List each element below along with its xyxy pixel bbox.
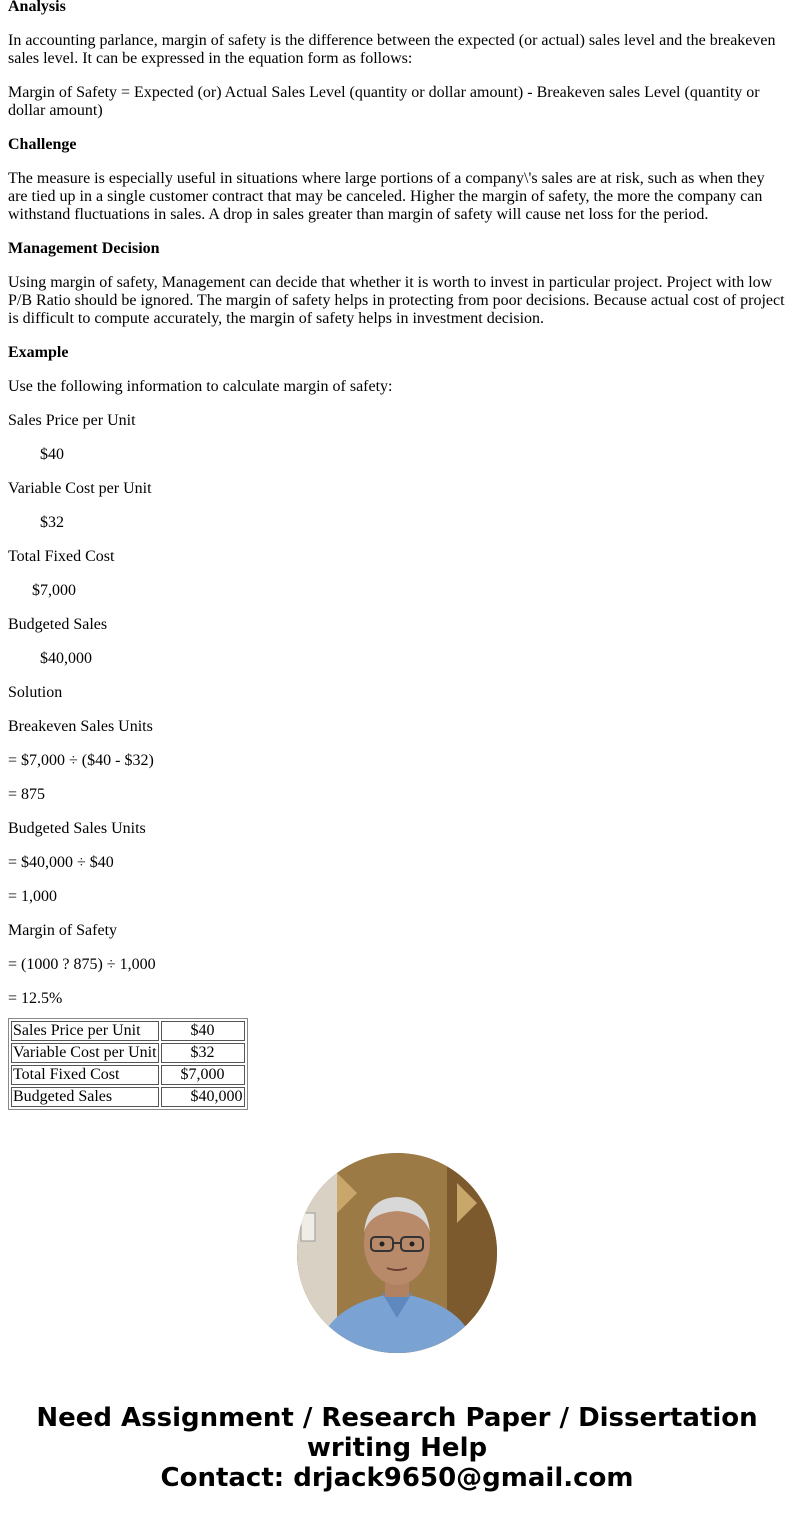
management-heading: Management Decision: [8, 240, 160, 257]
breakeven-formula: = $7,000 ÷ ($40 - $32): [8, 752, 154, 769]
mos-label: Margin of Safety: [8, 922, 118, 939]
table-cell-label: Variable Cost per Unit: [13, 1044, 157, 1061]
mos-result: = 12.5%: [8, 990, 63, 1007]
budgeted-units-result: = 1,000: [8, 888, 58, 905]
table-cell-label: Total Fixed Cost: [11, 1065, 159, 1085]
analysis-heading: Analysis: [8, 0, 66, 15]
table-cell-value: $40: [161, 1021, 245, 1041]
table-row: [11, 1087, 245, 1107]
promo-banner: [0, 1403, 794, 1493]
challenge-heading: Challenge: [8, 136, 77, 153]
table-cell-value: $40,000: [161, 1087, 245, 1107]
document-body: [8, 0, 786, 1110]
sales-price-value: $40: [40, 446, 64, 463]
table-row: [11, 1021, 245, 1041]
solution-heading: Solution: [8, 684, 63, 701]
table-row: [11, 1043, 245, 1063]
table-row: [11, 1065, 245, 1085]
example-heading: Example: [8, 344, 69, 361]
budgeted-sales-value: $40,000: [40, 650, 92, 667]
table-cell-label: Sales Price per Unit: [11, 1021, 159, 1041]
variable-cost-label: Variable Cost per Unit: [8, 480, 152, 497]
budgeted-units-label: Budgeted Sales Units: [8, 820, 146, 837]
table-cell-label: Budgeted Sales: [11, 1087, 159, 1107]
example-intro: Use the following information to calculate margin of safety:: [8, 378, 393, 395]
challenge-paragraph: The measure is especially useful in situations where large portions of a company\'s sales are at risk, such as when they are tied up in a single customer contract that may be canceled. Higher the margin of safety, the more the company can withstand fluctuations in sales. A drop in sales greater than margin of safety will cause net loss for the period.: [8, 170, 765, 223]
promo-contact: Contact: drjack9650@gmail.com: [160, 1463, 634, 1493]
table-cell-value: $32: [161, 1043, 245, 1063]
table-cell-value: $7,000: [161, 1065, 245, 1085]
mos-formula: = (1000 ? 875) ÷ 1,000: [8, 956, 156, 973]
analysis-paragraph: In accounting parlance, margin of safety is the difference between the expected (or actual) sales level and the breakeven sales level. It can be expressed in the equation form as follows:: [8, 32, 776, 67]
sales-price-label: Sales Price per Unit: [8, 412, 136, 429]
management-paragraph: Using margin of safety, Management can decide that whether it is worth to invest in particular project. Project with low P/B Ratio should be ignored. The margin of safety helps in protecting from poor decisions. Because actual cost of project is difficult to compute accurately, the margin of safety helps in investment decision.: [8, 274, 785, 327]
promo-line: writing Help: [306, 1433, 488, 1463]
fixed-cost-label: Total Fixed Cost: [8, 548, 115, 565]
budgeted-units-formula: = $40,000 ÷ $40: [8, 854, 114, 871]
breakeven-label: Breakeven Sales Units: [8, 718, 153, 735]
breakeven-result: = 875: [8, 786, 46, 803]
example-data-table: [8, 1018, 248, 1110]
budgeted-sales-label: Budgeted Sales: [8, 616, 108, 633]
variable-cost-value: $32: [40, 514, 64, 531]
author-avatar: [297, 1153, 497, 1353]
fixed-cost-value: $7,000: [32, 582, 76, 599]
promo-line: Need Assignment / Research Paper / Dissertation: [36, 1403, 758, 1433]
author-portrait-icon: [297, 1153, 497, 1353]
margin-of-safety-formula: Margin of Safety = Expected (or) Actual Sales Level (quantity or dollar amount) - Breakeven sales Level (quantity or dollar amount): [8, 84, 760, 119]
